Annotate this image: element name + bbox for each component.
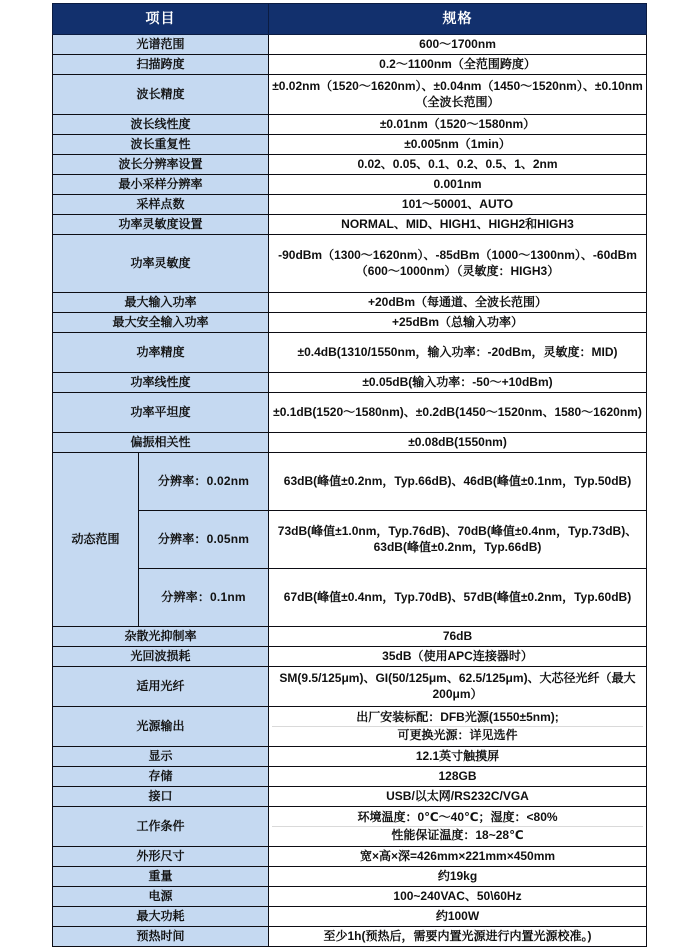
row-item-label: 杂散光抑制率 — [53, 627, 269, 647]
row-spec-value: 600～1700nm — [269, 35, 647, 55]
row-item-label: 最大输入功率 — [53, 293, 269, 313]
table-row — [53, 235, 647, 293]
row-spec-value: ±0.02nm（1520～1620nm）、±0.04nm（1450～1520nm）、±0.10nm（全波长范围） — [269, 75, 647, 115]
table-row — [53, 907, 647, 927]
row-spec-value — [269, 807, 647, 847]
table-row — [53, 393, 647, 433]
table-row — [53, 115, 647, 135]
table-row — [53, 75, 647, 115]
row-spec-value: 0.02、0.05、0.1、0.2、0.5、1、2nm — [269, 155, 647, 175]
row-spec-value: 约19kg — [269, 867, 647, 887]
table-row — [53, 887, 647, 907]
row-item-label: 外形尺寸 — [53, 847, 269, 867]
row-spec-value: ±0.4dB(1310/1550nm，输入功率：-20dBm，灵敏度：MID) — [269, 333, 647, 373]
table-row-dynamic-range — [53, 569, 647, 627]
row-spec-value: +25dBm（总输入功率） — [269, 313, 647, 333]
table-row — [53, 867, 647, 887]
table-row — [53, 313, 647, 333]
row-spec-value: 73dB(峰值±1.0nm，Typ.76dB)、70dB(峰值±0.4nm，Typ.73dB)、63dB(峰值±0.2nm，Typ.66dB) — [269, 511, 647, 569]
row-spec-value: 67dB(峰值±0.4nm，Typ.70dB)、57dB(峰值±0.2nm，Typ.60dB) — [269, 569, 647, 627]
row-item-label: 预热时间 — [53, 927, 269, 947]
table-row — [53, 807, 647, 847]
row-item-label: 适用光纤 — [53, 667, 269, 707]
row-item-label: 功率平坦度 — [53, 393, 269, 433]
table-row — [53, 747, 647, 767]
specification-table — [52, 3, 647, 947]
row-sub-label: 分辨率：0.1nm — [139, 569, 269, 627]
spec-line: 出厂安装标配：DFB光源(1550±5nm); — [356, 709, 559, 724]
row-spec-value: SM(9.5/125μm)、GI(50/125μm、62.5/125μm)、大芯径光纤（最大200μm） — [269, 667, 647, 707]
row-spec-value — [269, 707, 647, 747]
table-row — [53, 215, 647, 235]
row-spec-value: +20dBm（每通道、全波长范围） — [269, 293, 647, 313]
table-row — [53, 195, 647, 215]
row-spec-value: ±0.005nm（1min） — [269, 135, 647, 155]
specification-sheet — [52, 3, 646, 947]
row-item-label: 功率精度 — [53, 333, 269, 373]
row-spec-value: 12.1英寸触摸屏 — [269, 747, 647, 767]
row-item-label: 波长重复性 — [53, 135, 269, 155]
table-row — [53, 433, 647, 453]
table-row — [53, 373, 647, 393]
spec-line: 环境温度：0℃～40℃；湿度：<80% — [357, 809, 558, 824]
table-row — [53, 155, 647, 175]
column-header-spec: 规格 — [269, 4, 647, 35]
row-item-label: 工作条件 — [53, 807, 269, 847]
row-item-label: 波长分辨率设置 — [53, 155, 269, 175]
row-sub-label: 分辨率：0.05nm — [139, 511, 269, 569]
row-item-label: 最小采样分辨率 — [53, 175, 269, 195]
row-item-label: 最大功耗 — [53, 907, 269, 927]
row-spec-value: USB/以太网/RS232C/VGA — [269, 787, 647, 807]
row-spec-value: 100~240VAC、50\60Hz — [269, 887, 647, 907]
row-item-label: 偏振相关性 — [53, 433, 269, 453]
row-item-label: 显示 — [53, 747, 269, 767]
table-row-dynamic-range — [53, 511, 647, 569]
table-row — [53, 135, 647, 155]
table-row — [53, 667, 647, 707]
row-item-label-dynamic-range: 动态范围 — [53, 453, 139, 627]
row-item-label: 功率线性度 — [53, 373, 269, 393]
row-item-label: 电源 — [53, 887, 269, 907]
row-item-label: 波长线性度 — [53, 115, 269, 135]
row-spec-value: 63dB(峰值±0.2nm，Typ.66dB)、46dB(峰值±0.1nm，Typ.50dB) — [269, 453, 647, 511]
specification-table-body — [53, 4, 647, 947]
row-spec-value: ±0.01nm（1520～1580nm） — [269, 115, 647, 135]
row-item-label: 存储 — [53, 767, 269, 787]
row-item-label: 光源输出 — [53, 707, 269, 747]
row-item-label: 扫描跨度 — [53, 55, 269, 75]
row-item-label: 接口 — [53, 787, 269, 807]
table-row — [53, 927, 647, 947]
row-item-label: 波长精度 — [53, 75, 269, 115]
row-item-label: 重量 — [53, 867, 269, 887]
row-item-label: 功率灵敏度设置 — [53, 215, 269, 235]
spec-line: 性能保证温度：18~28℃ — [272, 826, 643, 843]
table-row — [53, 627, 647, 647]
row-spec-value: 101～50001、AUTO — [269, 195, 647, 215]
table-row — [53, 787, 647, 807]
row-item-label: 光回波损耗 — [53, 647, 269, 667]
row-spec-value: ±0.08dB(1550nm) — [269, 433, 647, 453]
row-item-label: 功率灵敏度 — [53, 235, 269, 293]
row-spec-value: 0.001nm — [269, 175, 647, 195]
table-row-dynamic-range — [53, 453, 647, 511]
table-row — [53, 767, 647, 787]
row-spec-value: -90dBm（1300～1620nm）、-85dBm（1000～1300nm）、-60dBm（600～1000nm）（灵敏度：HIGH3） — [269, 235, 647, 293]
spec-line: 可更换光源：详见选件 — [272, 726, 643, 743]
row-item-label: 最大安全输入功率 — [53, 313, 269, 333]
row-spec-value: ±0.05dB(输入功率：-50～+10dBm) — [269, 373, 647, 393]
row-item-label: 采样点数 — [53, 195, 269, 215]
row-spec-value: 128GB — [269, 767, 647, 787]
table-row — [53, 333, 647, 373]
table-row — [53, 293, 647, 313]
row-item-label: 光谱范围 — [53, 35, 269, 55]
row-spec-value: 76dB — [269, 627, 647, 647]
row-spec-value: 约100W — [269, 907, 647, 927]
row-sub-label: 分辨率：0.02nm — [139, 453, 269, 511]
table-row — [53, 35, 647, 55]
row-spec-value: 35dB（使用APC连接器时） — [269, 647, 647, 667]
table-header-row — [53, 4, 647, 35]
column-header-item: 项目 — [53, 4, 269, 35]
table-row — [53, 55, 647, 75]
row-spec-value: 0.2～1100nm（全范围跨度） — [269, 55, 647, 75]
row-spec-value: ±0.1dB(1520～1580nm)、±0.2dB(1450～1520nm、1580～1620nm) — [269, 393, 647, 433]
row-spec-value: 宽×高×深=426mm×221mm×450mm — [269, 847, 647, 867]
table-row — [53, 847, 647, 867]
row-spec-value: 至少1h(预热后，需要内置光源进行内置光源校准。) — [269, 927, 647, 947]
table-row — [53, 647, 647, 667]
table-row — [53, 707, 647, 747]
table-row — [53, 175, 647, 195]
row-spec-value: NORMAL、MID、HIGH1、HIGH2和HIGH3 — [269, 215, 647, 235]
